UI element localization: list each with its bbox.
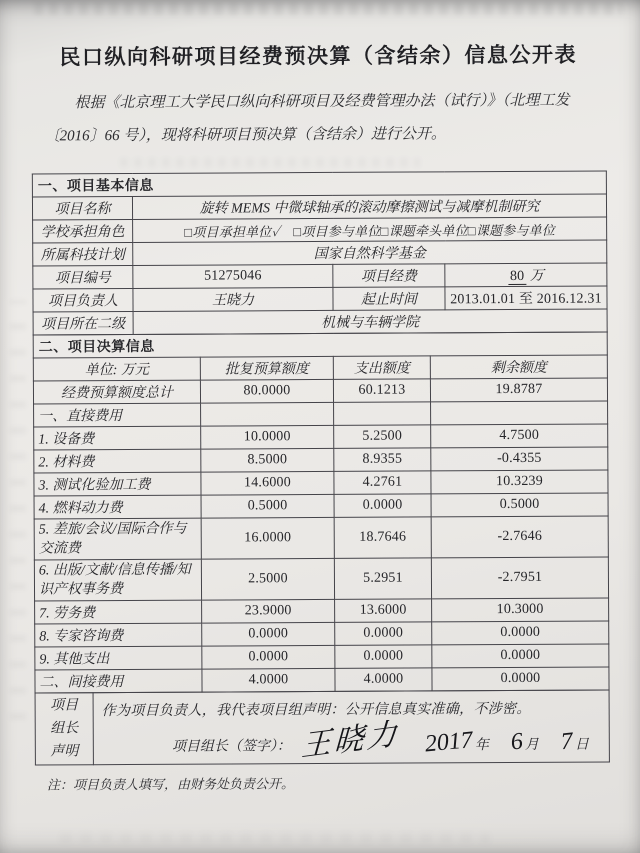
indirect-spent: 4.0000 [335, 668, 432, 692]
item-label: 1. 设备费 [34, 426, 201, 450]
item-approved: 0.0000 [202, 622, 335, 646]
declaration-label-line: 项目 [50, 698, 79, 714]
item-spent: 5.2951 [334, 558, 431, 600]
project-number-value: 51275046 [133, 264, 333, 288]
empty-cell [431, 401, 608, 425]
fund-unit: 万 [526, 268, 544, 284]
item-remaining: -0.4355 [431, 447, 608, 471]
signature-row [102, 717, 599, 764]
item-remaining: -2.7951 [431, 557, 608, 599]
department-label: 项目所在二级 [33, 311, 133, 335]
total-remaining: 19.8787 [430, 378, 607, 402]
direct-costs-header-row [34, 401, 608, 427]
item-spent: 0.0000 [335, 622, 432, 646]
day-suffix: 日 [574, 737, 589, 753]
item-remaining: 0.5000 [431, 493, 608, 517]
empty-cell [201, 402, 334, 426]
budget-section-title: 二、项目决算信息 [33, 332, 607, 358]
item-label: 8. 专家咨询费 [35, 623, 202, 647]
indirect-label: 二、间接费用 [35, 669, 202, 693]
budget-row-materials [34, 447, 608, 473]
empty-cell [334, 402, 431, 426]
item-approved: 2.5000 [201, 558, 334, 600]
item-remaining: 10.3239 [431, 470, 608, 494]
handwritten-year: 2017 [423, 727, 474, 758]
item-spent: 8.9355 [334, 448, 431, 472]
budget-header-row [33, 355, 607, 381]
project-name-row [32, 194, 606, 220]
declaration-statement: 作为项目负责人，我代表项目组声明：公开信息真实准确，不涉密。 [101, 701, 531, 720]
item-approved: 16.0000 [201, 517, 334, 559]
declaration-body [93, 690, 609, 765]
declaration-row [35, 690, 609, 765]
period-value: 2013.01.01 至 2016.12.31 [445, 286, 607, 310]
department-value: 机械与车辆学院 [133, 309, 607, 334]
project-leader-value: 王晓力 [133, 287, 333, 311]
section-header-row [33, 332, 607, 358]
item-remaining: 4.7500 [431, 424, 608, 448]
item-label: 9. 其他支出 [35, 646, 202, 670]
indirect-remaining: 0.0000 [432, 667, 609, 691]
total-label: 经费预算额度总计 [33, 380, 200, 404]
item-remaining: -2.7646 [431, 516, 608, 558]
item-approved: 8.5000 [201, 448, 334, 472]
col-spent-header: 支出额度 [333, 356, 430, 380]
project-number-label: 项目编号 [33, 265, 133, 289]
school-role-label: 学校承担角色 [33, 219, 133, 243]
section-header-row [32, 171, 606, 197]
item-remaining: 10.3000 [432, 598, 609, 622]
item-label: 6. 出版/文献/信息传播/知识产权事务费 [34, 559, 201, 601]
handwritten-month: 6 [509, 728, 524, 756]
item-label: 3. 测试化验加工费 [34, 472, 201, 496]
project-fund-label: 项目经费 [333, 264, 445, 288]
declaration-table [35, 689, 610, 765]
month-suffix: 月 [524, 737, 539, 753]
handwritten-day: 7 [559, 728, 574, 756]
basic-info-section-title: 一、项目基本信息 [32, 171, 606, 197]
item-approved: 10.0000 [201, 425, 334, 449]
col-remaining-header: 剩余额度 [430, 355, 607, 379]
unit-label: 单位: 万元 [33, 357, 200, 381]
declaration-label-line: 声明 [50, 744, 79, 760]
item-remaining: 0.0000 [432, 621, 609, 645]
basic-info-table [32, 170, 608, 335]
budget-row-publication [34, 557, 608, 601]
budget-row-labor [35, 598, 609, 624]
year-suffix: 年 [474, 738, 489, 754]
budget-total-row [33, 378, 607, 404]
direct-costs-label: 一、直接费用 [34, 403, 201, 427]
school-role-value: □项目承担单位✓ □项目参与单位□课题牵头单位□课题参与单位 [133, 217, 607, 242]
program-value: 国家自然科学基金 [133, 240, 607, 265]
program-row [33, 240, 607, 266]
handwritten-signature: 王晓力 [300, 717, 401, 764]
intro-line-2: 〔2016〕66 号），现将科研项目预决算（含结余）进行公开。 [44, 126, 446, 145]
item-spent: 18.7646 [334, 517, 431, 559]
item-approved: 23.9000 [202, 599, 335, 623]
item-approved: 0.0000 [202, 645, 335, 669]
period-label: 起止时间 [333, 287, 445, 311]
item-spent: 0.0000 [335, 645, 432, 669]
declaration-label [35, 693, 93, 765]
budget-row-other [35, 644, 609, 670]
sign-label: 项目组长（签字）： [171, 739, 291, 755]
fund-amount: 80 [508, 269, 526, 285]
project-name-label: 项目名称 [32, 196, 132, 220]
total-spent: 60.1213 [333, 379, 430, 403]
item-spent: 0.0000 [334, 494, 431, 518]
budget-row-consulting [35, 621, 609, 647]
item-label: 5. 差旅/会议/国际合作与交流费 [34, 518, 201, 560]
total-approved: 80.0000 [200, 379, 333, 403]
declaration-label-line: 组长 [50, 721, 79, 737]
budget-row-fuel-power [34, 493, 608, 519]
program-label: 所属科技计划 [33, 242, 133, 266]
school-role-row [33, 217, 607, 243]
project-leader-row [33, 286, 607, 312]
item-spent: 5.2500 [334, 425, 431, 449]
item-label: 4. 燃料动力费 [34, 495, 201, 519]
budget-row-testing [34, 470, 608, 496]
project-leader-label: 项目负责人 [33, 288, 133, 312]
budget-row-equipment [34, 424, 608, 450]
budget-row-travel [34, 516, 608, 560]
item-approved: 14.6000 [201, 471, 334, 495]
intro-paragraph [44, 85, 602, 154]
item-remaining: 0.0000 [432, 644, 609, 668]
project-number-row [33, 263, 607, 289]
page-title: 民口纵向科研项目经费预决算（含结余）信息公开表 [59, 43, 578, 70]
budget-table [33, 331, 610, 693]
col-approved-header: 批复预算额度 [200, 356, 333, 380]
item-label: 2. 材料费 [34, 449, 201, 473]
project-fund-value [445, 263, 607, 287]
intro-line-1: 根据《北京理工大学民口纵向科研项目及经费管理办法（试行）》（北理工发 [74, 92, 570, 112]
bleedthrough-artifact [60, 833, 490, 843]
footnote: 注：项目负责人填写，由财务处负责公开。 [46, 776, 295, 793]
indirect-approved: 4.0000 [202, 668, 335, 692]
item-spent: 13.6000 [335, 599, 432, 623]
item-spent: 4.2761 [334, 471, 431, 495]
project-name-value: 旋转 MEMS 中微球轴承的滚动摩擦测试与减摩机制研究 [132, 194, 606, 219]
item-approved: 0.5000 [201, 494, 334, 518]
item-label: 7. 劳务费 [35, 600, 202, 624]
